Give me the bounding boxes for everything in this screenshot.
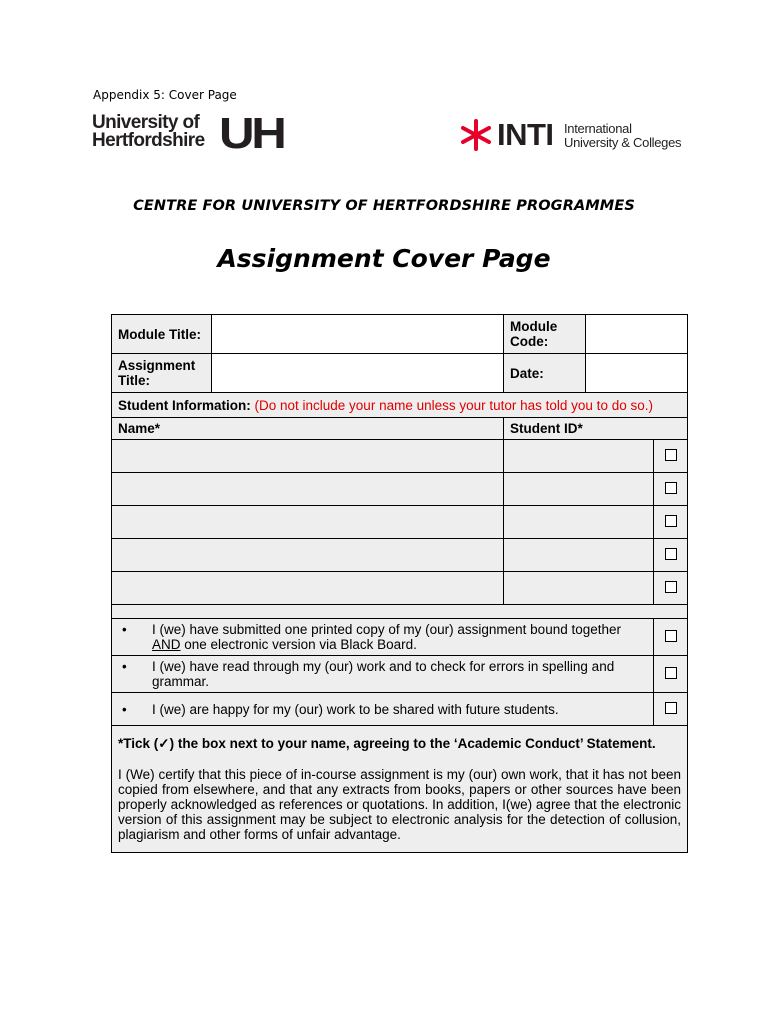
declaration-row	[112, 619, 688, 656]
module-title-field[interactable]	[212, 315, 504, 354]
declaration-1-text: I (we) have submitted one printed copy of my (our) assignment bound together	[152, 622, 621, 637]
tick-checkbox[interactable]	[665, 548, 677, 560]
academic-conduct-statement	[112, 726, 688, 853]
student-information-row	[112, 393, 688, 418]
declaration-checkbox[interactable]	[665, 702, 677, 714]
date-label: Date:	[504, 354, 586, 393]
tick-cell	[654, 572, 688, 605]
declaration-3-text: I (we) are happy for my (our) work to be shared with future students.	[152, 701, 559, 717]
statement-text: I (We) certify that this piece of in-course assignment is my (our) own work, that it has not been copied from elsewhere, and that any extracts from books, papers or other sources have been properly acknowledged as references or quotations. In addition, I(we) agree that the electronic version of this assignment may be subject to electronic analysis for the detection of collusion, plagiarism and other forms of unfair advantage.	[118, 767, 681, 842]
cover-page-form	[111, 314, 688, 853]
spacer-row	[112, 605, 688, 619]
assignment-title-label: Assignment Title:	[112, 354, 212, 393]
uh-logo-line2: Hertfordshire	[92, 130, 205, 151]
declaration-checkbox[interactable]	[665, 667, 677, 679]
student-id-field[interactable]	[504, 473, 654, 506]
tick-cell	[654, 539, 688, 572]
name-column-header: Name*	[112, 418, 504, 440]
module-code-label: Module Code:	[504, 315, 586, 354]
tick-checkbox[interactable]	[665, 581, 677, 593]
declaration-1-underlined: AND	[152, 637, 181, 652]
declaration-tick-cell	[654, 619, 688, 656]
bullet: •	[122, 622, 127, 637]
student-id-field[interactable]	[504, 440, 654, 473]
bullet: •	[122, 659, 127, 674]
tick-cell	[654, 473, 688, 506]
tick-cell	[654, 506, 688, 539]
student-id-field[interactable]	[504, 506, 654, 539]
tick-checkbox[interactable]	[665, 449, 677, 461]
declaration-text	[112, 619, 654, 656]
page-title: Assignment Cover Page	[217, 244, 551, 273]
name-field[interactable]	[112, 572, 504, 605]
name-field[interactable]	[112, 539, 504, 572]
module-code-field[interactable]	[586, 315, 688, 354]
declaration-2-text: I (we) have read through my (our) work and to check for errors in spelling and grammar.	[152, 659, 615, 689]
uh-logo-line1: University of	[92, 112, 200, 133]
declaration-tick-cell	[654, 693, 688, 726]
student-id-field[interactable]	[504, 539, 654, 572]
inti-logo-line2: University & Colleges	[564, 135, 682, 150]
declaration-checkbox[interactable]	[665, 630, 677, 642]
tick-instruction: *Tick (✓) the box next to your name, agreeing to the ‘Academic Conduct’ Statement.	[118, 736, 656, 751]
declaration-1-text-after: one electronic version via Black Board.	[180, 637, 417, 652]
student-row	[112, 506, 688, 539]
name-field[interactable]	[112, 473, 504, 506]
university-of-hertfordshire-logo	[92, 109, 294, 158]
inti-logo-subtitle	[564, 122, 681, 150]
inti-logo-line1: International	[564, 121, 632, 136]
inti-logo	[459, 118, 699, 156]
inti-logo-word: INTI	[497, 117, 554, 152]
student-id-field[interactable]	[504, 572, 654, 605]
declaration-text	[112, 656, 654, 693]
tick-cell	[654, 440, 688, 473]
uh-logo-mark: UH	[219, 109, 284, 158]
declaration-text	[112, 693, 654, 726]
declaration-row	[112, 693, 688, 726]
declaration-row	[112, 656, 688, 693]
student-row	[112, 572, 688, 605]
inti-star-icon	[459, 118, 493, 152]
date-field[interactable]	[586, 354, 688, 393]
bullet: •	[122, 701, 127, 717]
name-field[interactable]	[112, 440, 504, 473]
tick-checkbox[interactable]	[665, 482, 677, 494]
declaration-tick-cell	[654, 656, 688, 693]
tick-checkbox[interactable]	[665, 515, 677, 527]
centre-heading: CENTRE FOR UNIVERSITY OF HERTFORDSHIRE PROGRAMMES	[133, 198, 635, 214]
student-row	[112, 539, 688, 572]
appendix-label: Appendix 5: Cover Page	[93, 88, 237, 102]
student-info-note: (Do not include your name unless your tutor has told you to do so.)	[254, 397, 653, 413]
uh-logo-text	[92, 114, 205, 150]
student-row	[112, 440, 688, 473]
name-field[interactable]	[112, 506, 504, 539]
student-row	[112, 473, 688, 506]
assignment-title-field[interactable]	[212, 354, 504, 393]
student-id-column-header: Student ID*	[504, 418, 688, 440]
student-info-label: Student Information:	[118, 397, 251, 413]
module-title-label: Module Title:	[112, 315, 212, 354]
